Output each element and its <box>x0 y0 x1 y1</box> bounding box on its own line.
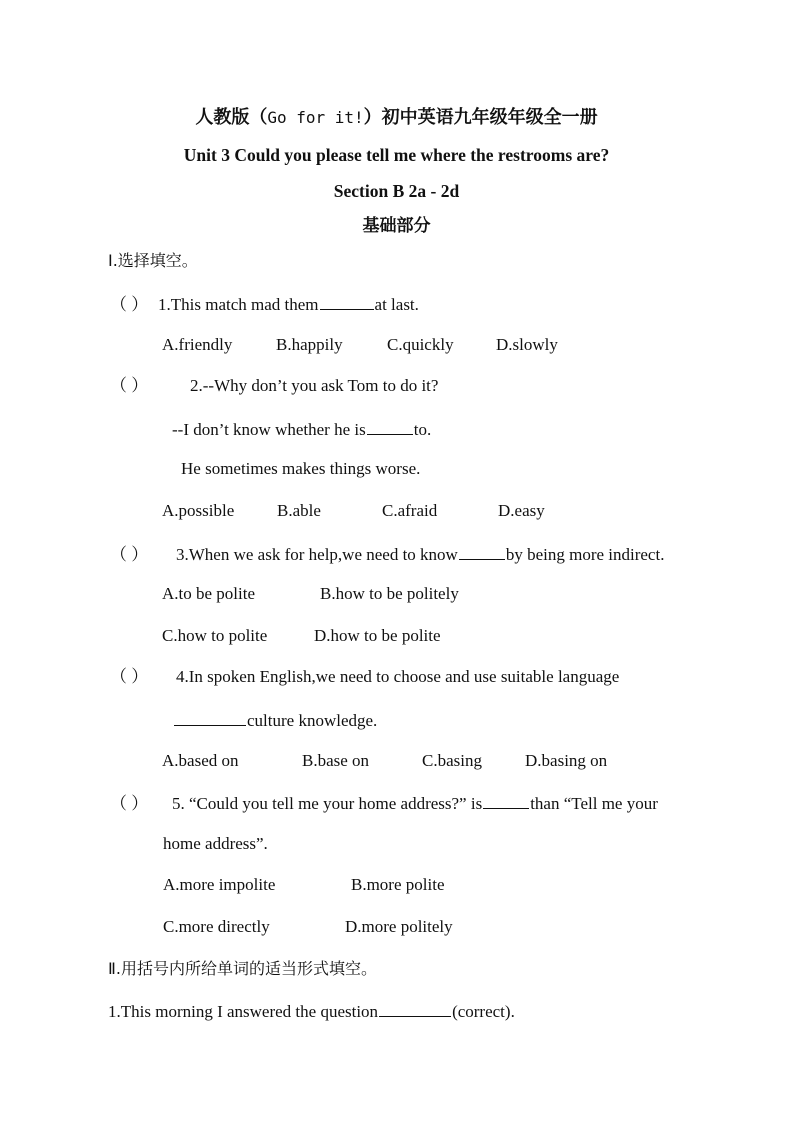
option-c: C.more directly <box>163 917 270 936</box>
question-5-stem-end: than “Tell me your <box>530 794 658 813</box>
answer-paren[interactable]: （ ） <box>110 376 149 395</box>
option-d: D.basing on <box>525 751 608 770</box>
question-4-stem: 4.In spoken English,we need to choose and use suitable language <box>176 667 620 686</box>
question-1-stem-end: at last. <box>374 295 419 314</box>
question-5 <box>110 792 658 814</box>
section-title: Section B 2a - 2d <box>333 181 460 201</box>
answer-paren[interactable]: （ ） <box>110 794 149 813</box>
question-4-line-2-text: culture knowledge. <box>247 711 378 730</box>
unit-title: Unit 3 Could you please tell me where the restrooms are? <box>183 145 610 165</box>
answer-blank[interactable] <box>379 1000 451 1017</box>
option-c: C.afraid <box>382 501 438 520</box>
option-d: D.how to be polite <box>314 626 441 645</box>
answer-blank[interactable] <box>483 792 529 809</box>
option-c: C.quickly <box>387 335 454 354</box>
part1-heading: Ⅰ.选择填空。 <box>108 251 198 270</box>
question-2-line-2-end: to. <box>413 420 432 439</box>
fill-item-1 <box>108 1000 515 1022</box>
question-2-line-2-text: --I don’t know whether he is <box>172 420 366 439</box>
question-2-line-2 <box>172 418 431 440</box>
option-c: C.basing <box>422 751 482 770</box>
fill-item-1-text: 1.This morning I answered the question <box>108 1002 379 1021</box>
option-b: B.more polite <box>351 875 445 894</box>
answer-blank[interactable] <box>320 293 374 310</box>
answer-paren[interactable]: （ ） <box>110 545 149 564</box>
question-2-line-3: He sometimes makes things worse. <box>181 459 421 478</box>
question-3 <box>110 543 664 565</box>
question-5-stem: 5. “Could you tell me your home address?” is <box>172 794 483 813</box>
option-b: B.happily <box>276 335 343 354</box>
question-1-stem: 1.This match mad them <box>158 295 319 314</box>
option-b: B.how to be politely <box>320 584 459 603</box>
part-title: 基础部分 <box>362 216 431 236</box>
option-a: A.possible <box>162 501 235 520</box>
answer-blank[interactable] <box>459 543 505 560</box>
option-b: B.base on <box>302 751 370 770</box>
option-b: B.able <box>277 501 321 520</box>
title-book-name: Go for it! <box>267 108 364 127</box>
option-c: C.how to polite <box>162 626 268 645</box>
question-3-stem: 3.When we ask for help,we need to know <box>176 545 458 564</box>
answer-blank[interactable] <box>367 418 413 435</box>
question-5-line-2: home address”. <box>163 834 268 853</box>
answer-paren[interactable]: （ ） <box>110 667 149 686</box>
part2-heading: Ⅱ.用括号内所给单词的适当形式填空。 <box>108 959 377 978</box>
fill-item-1-hint: (correct). <box>452 1002 515 1021</box>
option-a: A.to be polite <box>162 584 256 603</box>
option-d: D.more politely <box>345 917 453 936</box>
title-suffix: ）初中英语九年级年级全一册 <box>363 107 598 128</box>
option-d: D.slowly <box>496 335 558 354</box>
option-a: A.friendly <box>162 335 233 354</box>
question-3-stem-end: by being more indirect. <box>505 545 665 564</box>
question-4 <box>110 667 619 687</box>
title-prefix: 人教版（ <box>195 107 268 128</box>
option-a: A.based on <box>162 751 239 770</box>
question-2-stem: 2.--Why don’t you ask Tom to do it? <box>190 376 439 395</box>
page-title <box>0 108 793 128</box>
question-4-line-2 <box>173 709 377 731</box>
answer-blank[interactable] <box>174 709 246 726</box>
option-d: D.easy <box>498 501 545 520</box>
option-a: A.more impolite <box>163 875 276 894</box>
question-1 <box>110 293 419 315</box>
question-2 <box>110 376 438 396</box>
answer-paren[interactable]: （ ） <box>110 295 149 314</box>
